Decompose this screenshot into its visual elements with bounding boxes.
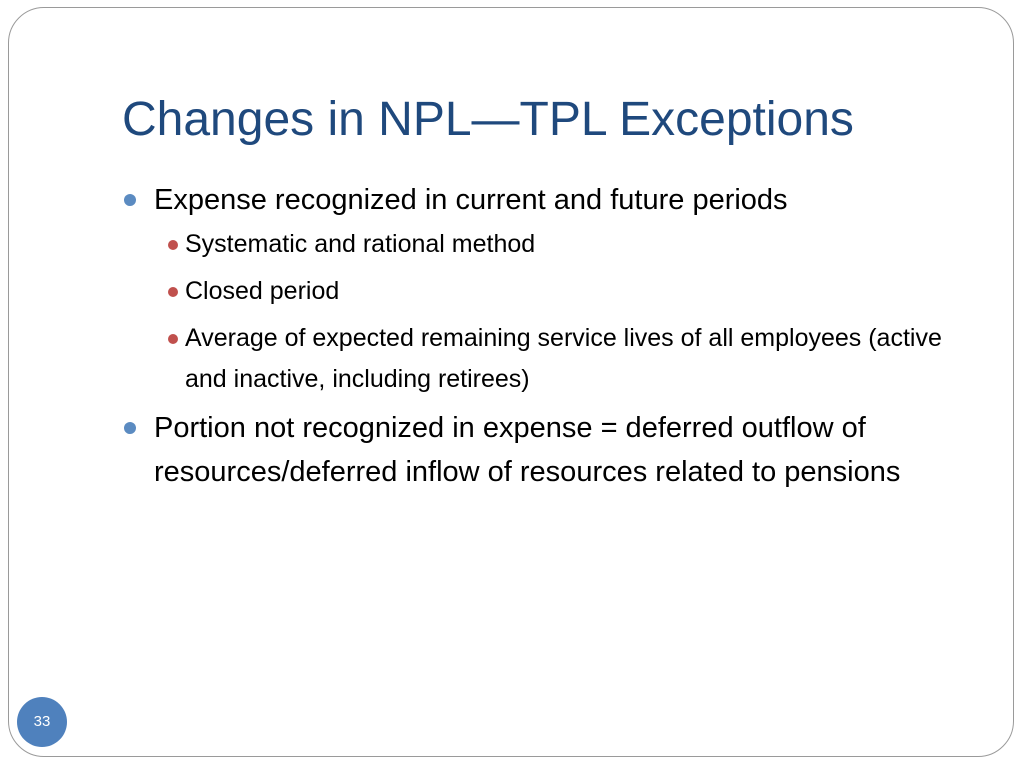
- sub-bullet-item: [154, 271, 942, 312]
- bullet-text: Expense recognized in current and future periods: [154, 184, 788, 216]
- bullet-item: [122, 406, 942, 494]
- bullet-list: [122, 178, 942, 500]
- bullet-dot-icon: [124, 194, 136, 206]
- page-number-badge: 33: [17, 697, 67, 747]
- slide-frame: [8, 7, 1014, 757]
- sub-bullet-item: [154, 224, 942, 265]
- sub-bullet-text: Closed period: [185, 277, 340, 305]
- sub-bullet-dot-icon: [168, 287, 178, 297]
- sub-bullet-text: Average of expected remaining service lives of all employees (active and inactive, including retirees): [185, 324, 942, 393]
- sub-bullet-list: [154, 224, 942, 400]
- bullet-dot-icon: [124, 422, 136, 434]
- slide-title: Changes in NPL—TPL Exceptions: [122, 93, 854, 146]
- sub-bullet-item: [154, 318, 942, 400]
- bullet-item: [122, 178, 942, 400]
- sub-bullet-text: Systematic and rational method: [185, 230, 536, 258]
- sub-bullet-dot-icon: [168, 334, 178, 344]
- sub-bullet-dot-icon: [168, 240, 178, 250]
- bullet-text: Portion not recognized in expense = deferred outflow of resources/deferred inflow of resources related to pensions: [154, 412, 901, 488]
